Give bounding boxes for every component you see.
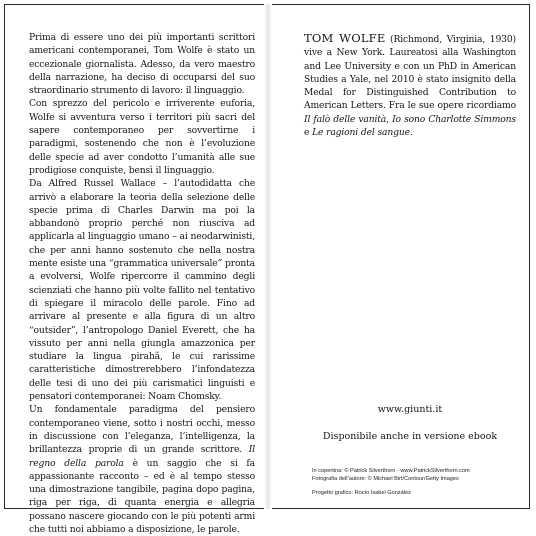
book-title: Il regno della parola [29, 444, 255, 469]
cover-credit: In copertina: © Patrick Silverthorn - www.PatrickSilverthorn.com [312, 468, 470, 474]
book-title: Le ragioni del sangue [312, 127, 410, 139]
publisher-website: www.giunti.it [377, 404, 443, 415]
blurb-column [29, 31, 255, 536]
blurb-paragraph: Con sprezzo del pericolo e irriverente euforia, Wolfe si avventura verso i territori più sacri del sapere contemporaneo per sovvertirne i paradigmi, sostenendo che non è l’evoluzione delle specie ad aver condotto l’umanità alle sue prodigiose conquiste, bensì il linguaggio. [29, 98, 255, 176]
blurb-paragraph-final: Un fondamentale paradigma del pensiero contemporaneo viene, sotto i nostri occhi, messo in discussione con l’eleganza, l’intelligenza, la brillantezza proprie di un grande scrittore. Il regno della parola è un saggio che si fa appassionante racconto – ed è al tempo stesso una dimostrazione tangibile, pagina dopo pagina, riga per riga, di quanta energia e allegria possano nascere giocando con le più potenti armi che tutti noi abbiamo a disposizione, le parole. [29, 404, 255, 535]
blurb-paragraph: Prima di essere uno dei più importanti scrittori americani contemporanei, Tom Wolfe è stato un eccezionale giornalista. Adesso, da vero maestro della narrazione, ha deciso di occuparsi del suo straordinario strumento di lavoro: il linguaggio. [29, 32, 255, 97]
photo-credit: Fotografia dell’autore: © Michael Birt/Contour/Getty Images [312, 476, 459, 482]
author-name: TOM WOLFE [304, 31, 386, 45]
design-credit: Progetto grafico: Rocío Isabel González [312, 490, 411, 496]
ebook-notice: Disponibile anche in versione ebook [322, 431, 498, 442]
author-bio-column [304, 32, 516, 139]
book-title: Il falò delle vanità [304, 113, 387, 125]
author-bio: TOM WOLFE (Richmond, Virginia, 1930) vive a New York. Laureatosi alla Washington and Lee University e con un PhD in American Studies a Yale, nel 2010 è stato insignito della Medal for Distinguished Contribution to American Letters. Fra le sue opere ricordiamo Il falò delle vanità, Io sono Charlotte Simmons e Le ragioni del sangue. [304, 31, 516, 139]
spine-fold [264, 4, 272, 509]
image-credits [312, 467, 522, 483]
book-title: Io sono Charlotte Simmons [392, 113, 516, 125]
blurb-paragraph: Da Alfred Russel Wallace – l’autodidatta che arrivò a elaborare la teoria della selezione delle specie prima di Charles Darwin ma poi la abbandonò proprio perché non riusciva ad applicarla al linguaggio umano – ai neodarwinisti, che per anni hanno sostenuto che nella nostra mente esiste una “grammatica universale” pronta a evolversi, Wolfe ripercorre il cammino degli scienziati che hanno più volte fallito nel tentativo di spiegare il miracolo delle parole. Fino ad arrivare al presente e alla figura di un altro “outsider”, l’antropologo Daniel Everett, che ha vissuto per anni nella giungla amazzonica per studiare la lingua pirahã, le cui rarissime caratteristiche dimostrerebbero l’infondatezza delle tesi di uno dei più carismatici linguisti e pensatori contemporanei: Noam Chomsky. [29, 178, 255, 403]
